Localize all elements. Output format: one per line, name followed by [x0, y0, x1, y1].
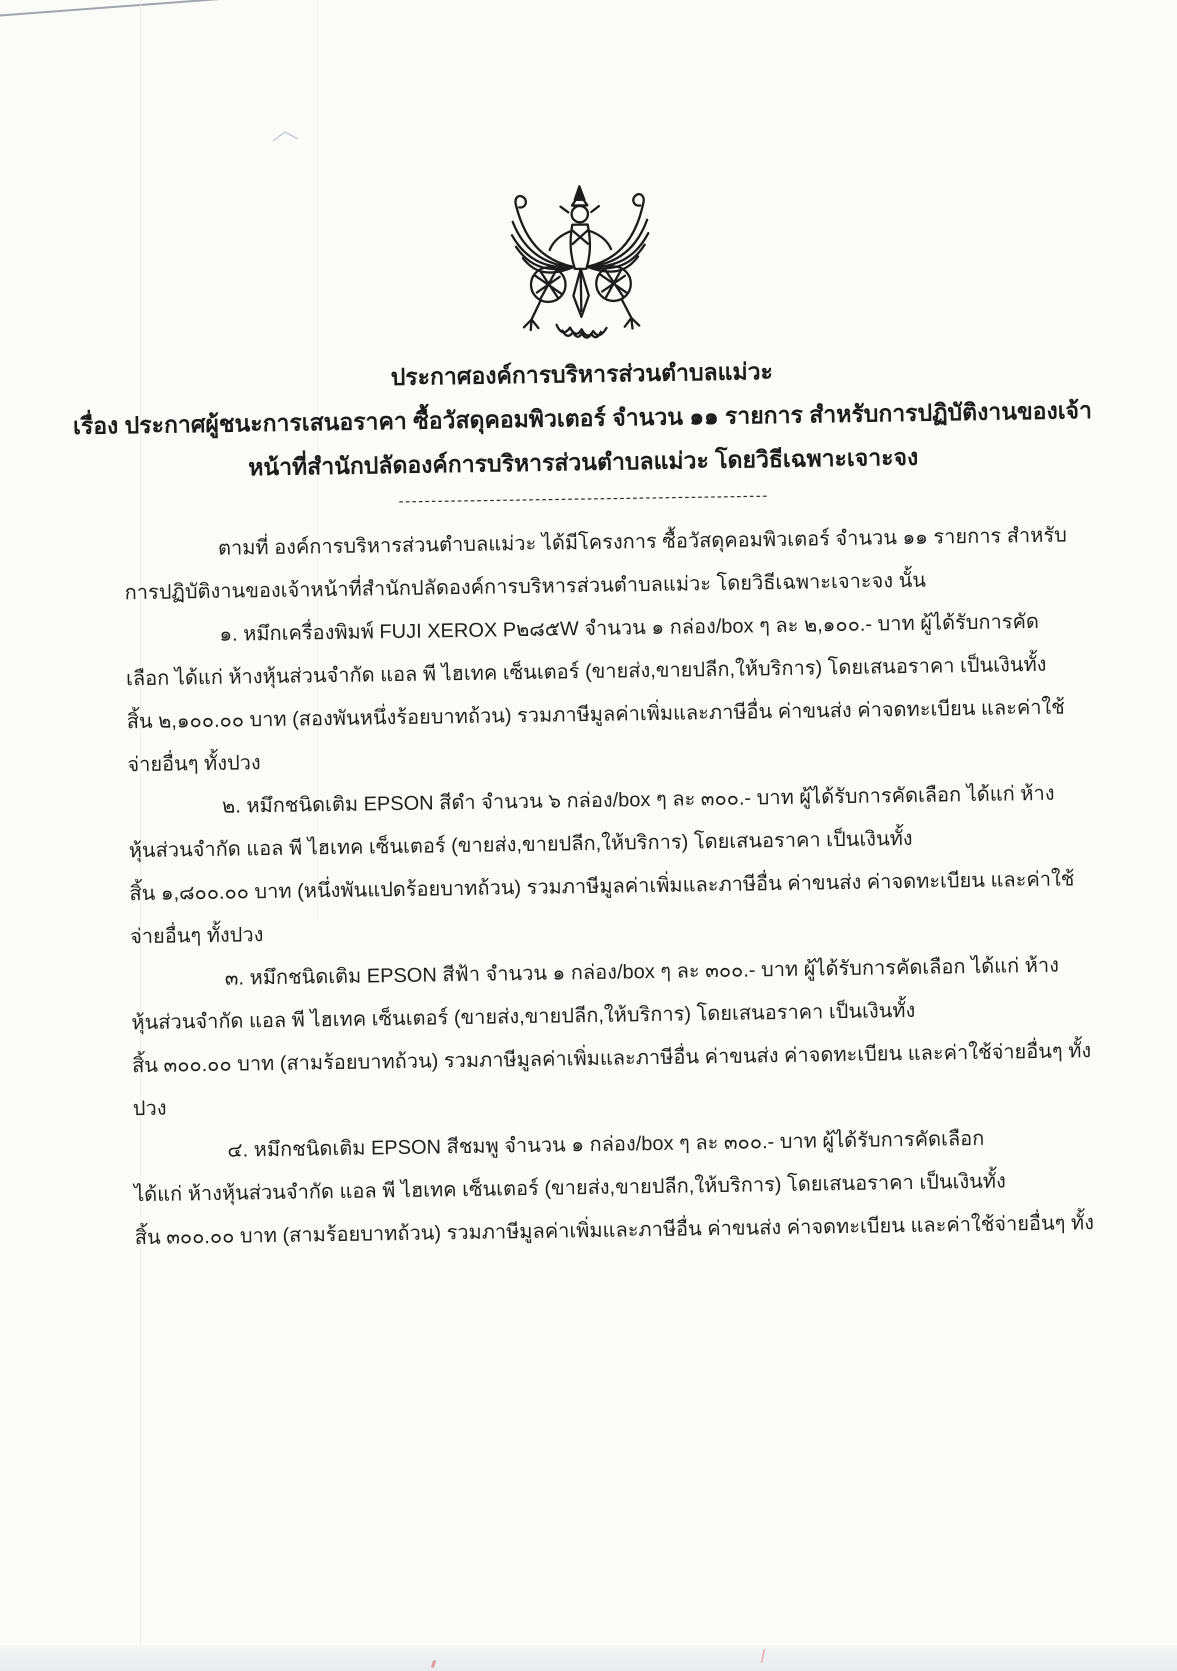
document-line: สิ้น ๓๐๐.๐๐ บาท (สามร้อยบาทถ้วน) รวมภาษีมูลค่าเพิ่มและภาษีอื่น ค่าขนส่ง ค่าจดทะเบียน และค่าใช้จ่ายอื่นๆ ทั้ง [134, 1212, 1095, 1250]
document-line: หุ้นส่วนจำกัด แอล พี ไฮเทค เซ็นเตอร์ (ขายส่ง,ขายปลีก,ให้บริการ) โดยเสนอราคา เป็นเงินทั้ง [128, 827, 913, 863]
document-line: สิ้น ๑,๘๐๐.๐๐ บาท (หนึ่งพันแปดร้อยบาทถ้วน) รวมภาษีมูลค่าเพิ่มและภาษีอื่น ค่าขนส่ง ค่าจดทะเบียน และค่าใช้ [129, 868, 1075, 906]
document-line: จ่ายอื่นๆ ทั้งปวง [129, 924, 264, 949]
document-line: ๓. หมึกชนิดเติม EPSON สีฟ้า จำนวน ๑ กล่อง/box ๆ ละ ๓๐๐.- บาท ผู้ได้รับการคัดเลือก ได้แก่ ห้าง [224, 954, 1060, 990]
document-title: ประกาศองค์การบริหารส่วนตำบลแม่วะ [390, 358, 774, 391]
document-line: ๔. หมึกชนิดเติม EPSON สีชมพู จำนวน ๑ กล่อง/box ๆ ละ ๓๐๐.- บาท ผู้ได้รับการคัดเลือก [227, 1127, 985, 1162]
document-line: ได้แก่ ห้างหุ้นส่วนจำกัด แอล พี ไฮเทค เซ็นเตอร์ (ขายส่ง,ขายปลีก,ให้บริการ) โดยเสนอราคา เป็นเงินทั้ง [133, 1170, 1006, 1207]
document-subject-line-1: เรื่อง ประกาศผู้ชนะการเสนอราคา ซื้อวัสดุคอมพิวเตอร์ จำนวน ๑๑ รายการ สำหรับการปฏิบัติงานของเจ้า [72, 397, 1093, 440]
document-line: สิ้น ๒,๑๐๐.๐๐ บาท (สองพันหนึ่งร้อยบาทถ้วน) รวมภาษีมูลค่าเพิ่มและภาษีอื่น ค่าขนส่ง ค่าจดทะเบียน และค่าใช้ [126, 696, 1065, 734]
document-line: ๑. หมึกเครื่องพิมพ์ FUJI XEROX P๒๘๕W จำนวน ๑ กล่อง/box ๆ ละ ๒,๑๐๐.- บาท ผู้ได้รับการคัด [219, 610, 1040, 646]
document-line: ๒. หมึกชนิดเติม EPSON สีดำ จำนวน ๖ กล่อง/box ๆ ละ ๓๐๐.- บาท ผู้ได้รับการคัดเลือก ได้แก่ ห้าง [221, 782, 1055, 818]
document-line: สิ้น ๓๐๐.๐๐ บาท (สามร้อยบาทถ้วน) รวมภาษีมูลค่าเพิ่มและภาษีอื่น ค่าขนส่ง ค่าจดทะเบียน และค่าใช้จ่ายอื่นๆ ทั้ง [131, 1040, 1092, 1078]
document-line: ตามที่ องค์การบริหารส่วนตำบลแม่วะ ได้มีโครงการ ซื้อวัสดุคอมพิวเตอร์ จำนวน ๑๑ รายการ สำหรับ [217, 524, 1067, 560]
document-line: จ่ายอื่นๆ ทั้งปวง [127, 752, 261, 777]
document-line: หุ้นส่วนจำกัด แอล พี ไฮเทค เซ็นเตอร์ (ขายส่ง,ขายปลีก,ให้บริการ) โดยเสนอราคา เป็นเงินทั้ง [131, 999, 916, 1035]
divider-dashes: --------------------------------------------------------- [398, 487, 769, 510]
document-body [124, 513, 1177, 1260]
document-subject-line-2: หน้าที่สำนักปลัดองค์การบริหารส่วนตำบลแม่วะ โดยวิธีเฉพาะเจาะจง [247, 443, 919, 481]
document-line: การปฏิบัติงานของเจ้าหน้าที่สำนักปลัดองค์การบริหารส่วนตำบลแม่วะ โดยวิธีเฉพาะเจาะจง นั้น [124, 569, 927, 605]
document-line: ปวง [132, 1097, 167, 1121]
document-line: เลือก ได้แก่ ห้างหุ้นส่วนจำกัด แอล พี ไฮเทค เซ็นเตอร์ (ขายส่ง,ขายปลีก,ให้บริการ) โดยเสนอราคา เป็นเงินทั้ง [125, 653, 1047, 691]
garuda-emblem-icon [483, 183, 677, 344]
scanner-edge-band [0, 1645, 1177, 1671]
